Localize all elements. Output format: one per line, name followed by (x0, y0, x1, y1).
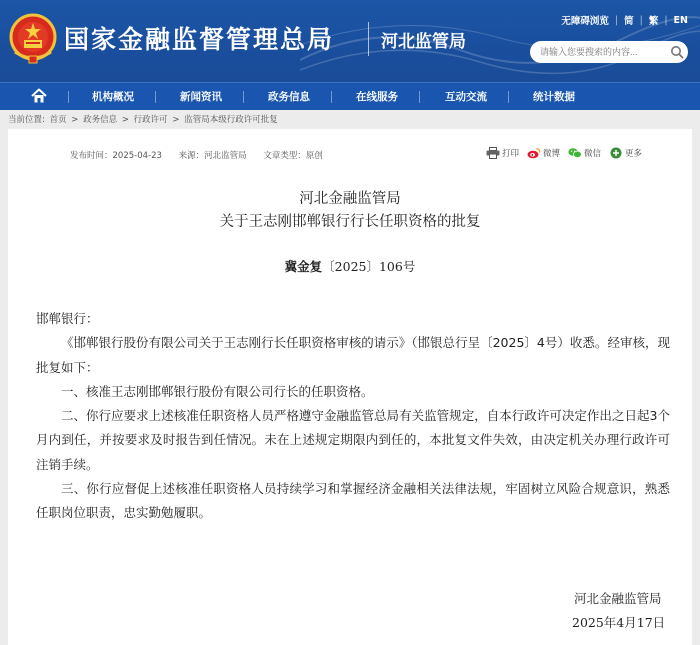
document-paragraph: 二、你行应要求上述核准任职资格人员严格遵守金融监管总局有关监管规定，自本行政许可决定作出之日起3个月内到任，并按要求及时报告到任情况。未在上述规定期限内到任的，本批复文件失效，由决定机关办理行政许可注销手续。 (36, 408, 670, 472)
wechat-label: 微信 (584, 149, 602, 159)
wechat-icon (568, 147, 582, 159)
nav-item-government-info[interactable]: 政务信息 (268, 91, 310, 103)
top-links-separator: | (614, 14, 619, 26)
signature-date: 2025年4月17日 (572, 615, 666, 630)
breadcrumb (8, 113, 280, 125)
accessibility-link[interactable]: 无障碍浏览 (561, 16, 609, 27)
nav-divider (68, 91, 69, 103)
breadcrumb-separator: > (121, 115, 129, 125)
simplified-chinese-link[interactable]: 简 (624, 16, 634, 27)
more-icon (609, 147, 623, 159)
top-links-separator: | (664, 14, 668, 26)
top-links-separator: | (639, 14, 643, 26)
home-icon[interactable] (30, 87, 48, 105)
signature-issuer: 河北金融监管局 (574, 591, 662, 606)
national-emblem-icon (9, 12, 57, 64)
breadcrumb-home[interactable]: 首页 (49, 115, 67, 125)
document-number-prefix: 冀金复 (284, 259, 323, 274)
article-type: 文章类型：原创 (263, 151, 323, 161)
nav-item-news[interactable]: 新闻资讯 (180, 91, 222, 103)
print-label: 打印 (502, 149, 520, 159)
document-paragraph: 三、你行应督促上述核准任职资格人员持续学习和掌握经济金融相关法律法规，牢固树立风险合规意识，熟悉任职岗位职责，忠实勤勉履职。 (36, 481, 670, 521)
breadcrumb-label: 当前位置: (8, 115, 45, 125)
article-panel (8, 129, 692, 645)
nav-divider (419, 91, 420, 103)
document-issuer: 河北金融监管局 (299, 191, 401, 207)
publish-time: 发布时间：2025-04-23 (70, 151, 162, 161)
breadcrumb-current[interactable]: 监管局本级行政许可批复 (184, 115, 278, 125)
site-title[interactable]: 国家金融监督管理总局 (64, 25, 335, 54)
title-divider (368, 22, 369, 56)
traditional-chinese-link[interactable]: 繁 (648, 16, 659, 27)
weibo-icon (527, 147, 541, 159)
english-link[interactable]: EN (673, 14, 688, 26)
nav-item-statistics[interactable]: 统计数据 (533, 91, 575, 103)
print-button[interactable] (486, 147, 519, 159)
weibo-share-button[interactable] (527, 147, 560, 159)
nav-item-online-service[interactable]: 在线服务 (356, 91, 398, 103)
printer-icon (486, 147, 500, 159)
article-meta (70, 149, 337, 161)
nav-divider (508, 91, 509, 103)
document-title: 关于王志刚邯郸银行行长任职资格的批复 (219, 214, 481, 230)
document-paragraph: 《邯郸银行股份有限公司关于王志刚行长任职资格审核的请示》（邯银总行呈〔2025〕4号）收悉。经审核，现批复如下： (36, 335, 670, 375)
document-number (8, 257, 692, 275)
document-paragraph: 一、核准王志刚邯郸银行股份有限公司行长的任职资格。 (61, 383, 374, 399)
breadcrumb-government-info[interactable]: 政务信息 (83, 115, 118, 125)
article-source: 来源：河北监管局 (178, 151, 247, 161)
nav-item-about[interactable]: 机构概况 (92, 91, 134, 103)
document-addressee: 邯郸银行： (36, 311, 99, 326)
document-number-code: 〔2025〕106号 (322, 259, 416, 274)
nav-item-interaction[interactable]: 互动交流 (445, 91, 487, 103)
more-share-button[interactable] (609, 147, 642, 159)
nav-divider (155, 91, 156, 103)
breadcrumb-admin-license[interactable]: 行政许可 (133, 115, 168, 125)
top-links (561, 13, 688, 27)
more-label: 更多 (625, 149, 643, 159)
weibo-label: 微博 (543, 149, 561, 159)
share-tools (486, 147, 650, 159)
nav-divider (243, 91, 244, 103)
nav-divider (331, 91, 332, 103)
breadcrumb-separator: > (71, 115, 79, 125)
search-input[interactable] (530, 41, 688, 63)
wechat-share-button[interactable] (568, 147, 601, 159)
sub-site-title[interactable]: 河北监管局 (381, 32, 466, 52)
search-icon[interactable] (670, 45, 684, 59)
site-header (0, 0, 700, 82)
main-nav (0, 82, 700, 110)
document-body (36, 307, 670, 526)
breadcrumb-separator: > (172, 115, 180, 125)
